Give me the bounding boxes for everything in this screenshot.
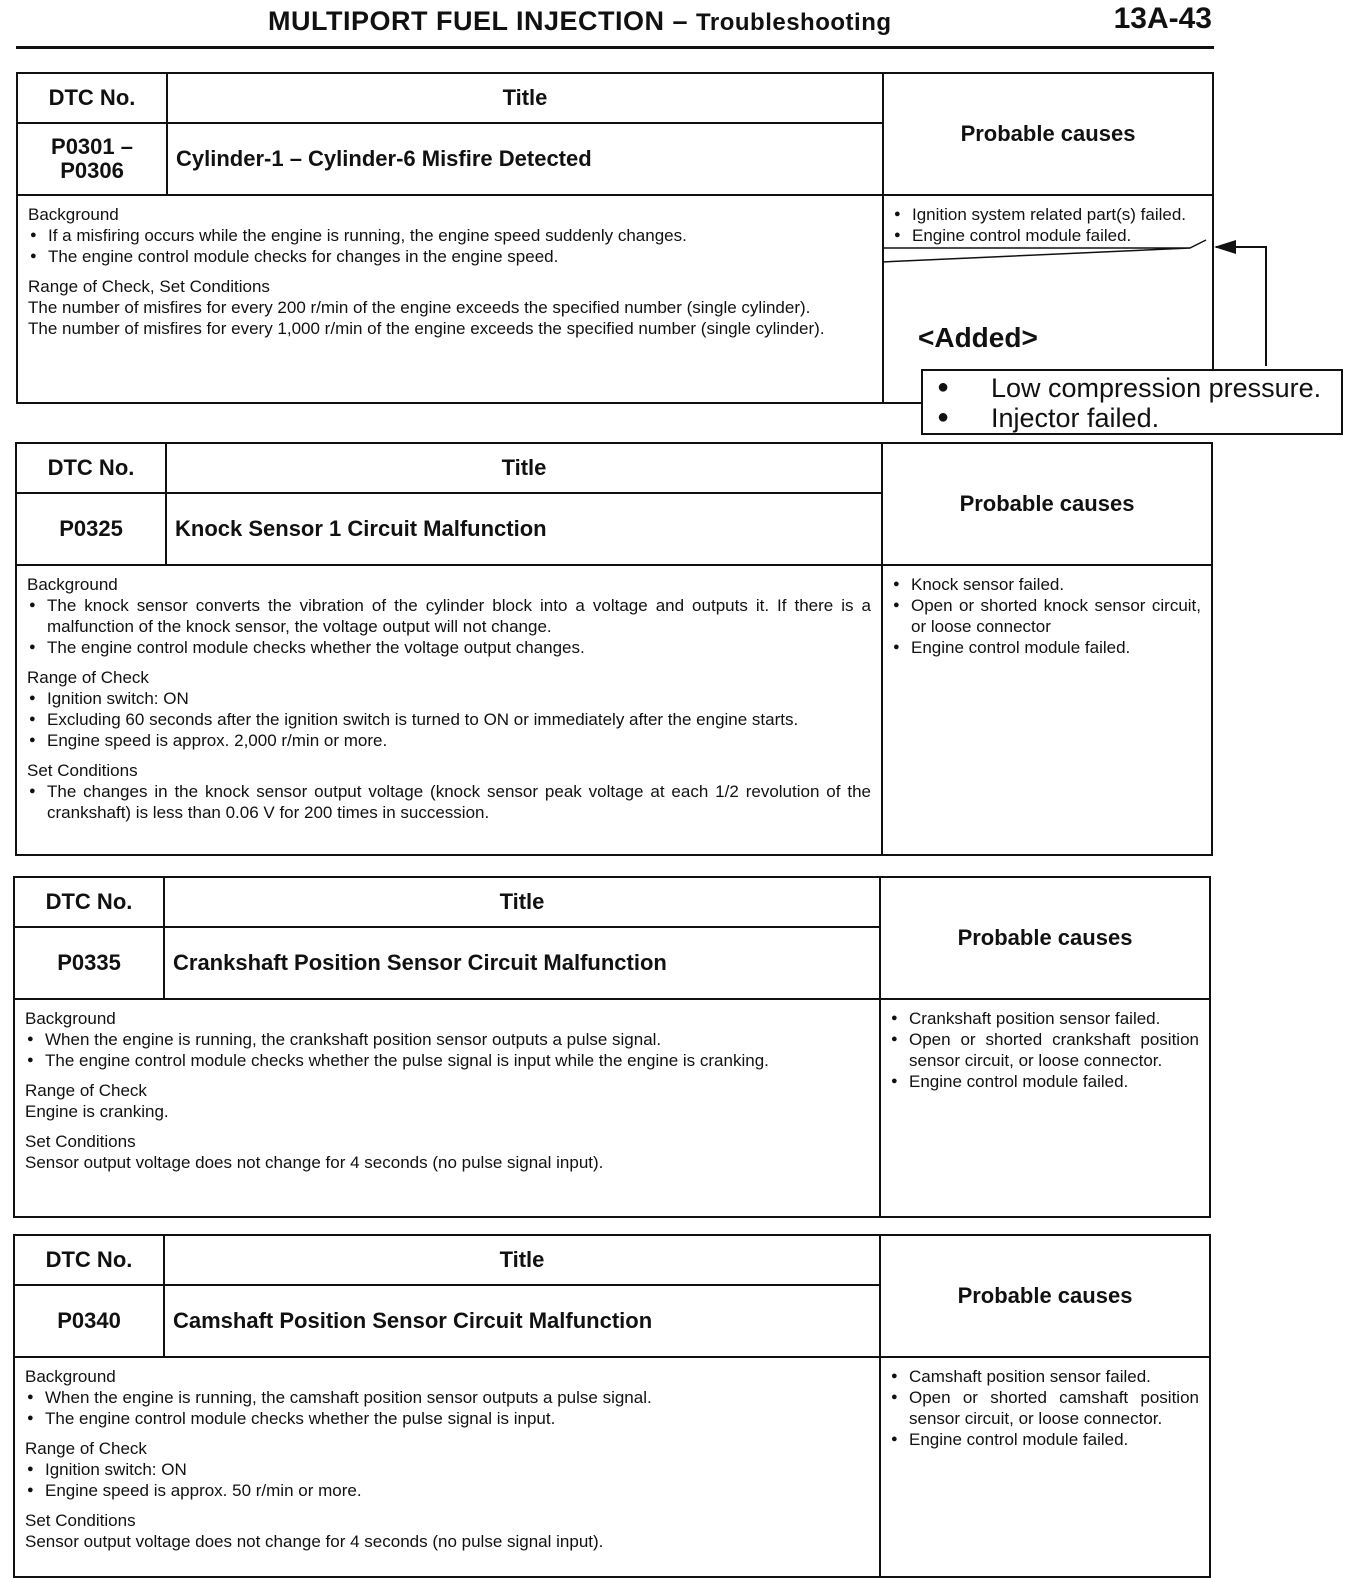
probable-causes-label: Probable causes [960, 121, 1136, 146]
page-number: 13A-43 [1113, 2, 1212, 35]
added-causes-box [921, 369, 1343, 435]
section-text: The number of misfires for every 200 r/min of the engine exceeds the specified number (single cylinder). [28, 298, 811, 317]
probable-causes-label: Probable causes [957, 925, 1133, 950]
bullet-item: ● The knock sensor converts the vibration of the cylinder block into a voltage and outputs it. If there is a malfunction of the knock sensor, the voltage output will not change. [27, 595, 871, 637]
cause-item: ● Engine control module failed. [892, 225, 1202, 246]
bullet-item: ● Excluding 60 seconds after the ignition switch is turned to ON or immediately after the engine starts. [27, 709, 871, 730]
bullet-item: ● The changes in the knock sensor output voltage (knock sensor peak voltage at each 1/2 revolution of the crankshaft) is less than 0.06 V for 200 times in succession. [27, 781, 871, 823]
section-heading: Background [28, 205, 119, 224]
section-text: Sensor output voltage does not change for 4 seconds (no pulse signal input). [25, 1153, 604, 1172]
section-text: Engine is cranking. [25, 1102, 169, 1121]
dtc-title: Knock Sensor 1 Circuit Malfunction [175, 516, 547, 541]
section-heading: Set Conditions [27, 761, 138, 780]
dtc-no-label: DTC No. [15, 878, 163, 928]
dtc-code: P0301 – P0306 [51, 134, 133, 183]
cause-item: ● Open or shorted crankshaft position sensor circuit, or loose connector. [889, 1029, 1199, 1071]
section-heading: Range of Check [25, 1081, 147, 1100]
cause-item: ● Camshaft position sensor failed. [889, 1366, 1199, 1387]
section-heading: Range of Check [27, 668, 149, 687]
bullet-item: ● The engine control module checks for changes in the engine speed. [28, 246, 872, 267]
probable-causes-label: Probable causes [957, 1283, 1133, 1308]
dtc-code: P0335 [57, 950, 121, 975]
bullet-item: ● The engine control module checks whether the voltage output changes. [27, 637, 871, 658]
bullet-item: ● The engine control module checks whether the pulse signal is input while the engine is cranking. [25, 1050, 869, 1071]
dtc-title: Crankshaft Position Sensor Circuit Malfunction [173, 950, 667, 975]
bullet-item: ● Ignition switch: ON [27, 688, 871, 709]
added-label: <Added> [918, 322, 1038, 353]
cause-item: ● Engine control module failed. [889, 1429, 1199, 1450]
bullet-item: ● Engine speed is approx. 2,000 r/min or more. [27, 730, 871, 751]
bullet-item: ● Ignition switch: ON [25, 1459, 869, 1480]
cause-item: ● Engine control module failed. [891, 637, 1201, 658]
dtc-title: Camshaft Position Sensor Circuit Malfunction [173, 1308, 653, 1333]
added-cause-item: ● Injector failed. [933, 403, 1341, 433]
bullet-item: ● When the engine is running, the crankshaft position sensor outputs a pulse signal. [25, 1029, 869, 1050]
section-text: The number of misfires for every 1,000 r/min of the engine exceeds the specified number (single cylinder). [28, 319, 825, 338]
section-heading: Set Conditions [25, 1511, 136, 1530]
cause-item: ● Engine control module failed. [889, 1071, 1199, 1092]
cause-item: ● Open or shorted camshaft position sensor circuit, or loose connector. [889, 1387, 1199, 1429]
section-heading: Background [25, 1367, 116, 1386]
section-heading: Background [27, 575, 118, 594]
title-label: Title [165, 878, 879, 928]
cause-item: ● Open or shorted knock sensor circuit, or loose connector [891, 595, 1201, 637]
cause-item: ● Crankshaft position sensor failed. [889, 1008, 1199, 1029]
dtc-no-label: DTC No. [15, 1236, 163, 1286]
cause-item: ● Ignition system related part(s) failed. [892, 204, 1202, 225]
section-text: Sensor output voltage does not change for 4 seconds (no pulse signal input). [25, 1532, 604, 1551]
dtc-no-label: DTC No. [18, 74, 166, 124]
dtc-title: Cylinder-1 – Cylinder-6 Misfire Detected [176, 146, 592, 171]
added-cause-item: ● Low compression pressure. [933, 373, 1341, 403]
probable-causes-label: Probable causes [959, 491, 1135, 516]
section-heading: Range of Check [25, 1439, 147, 1458]
page-title: MULTIPORT FUEL INJECTION – Troubleshooting [268, 6, 892, 36]
title-label: Title [168, 74, 882, 124]
title-label: Title [165, 1236, 879, 1286]
section-heading: Range of Check, Set Conditions [28, 277, 270, 296]
bullet-item: ● Engine speed is approx. 50 r/min or more. [25, 1480, 869, 1501]
cause-item: ● Knock sensor failed. [891, 574, 1201, 595]
bullet-item: ● If a misfiring occurs while the engine is running, the engine speed suddenly changes. [28, 225, 872, 246]
dtc-code: P0325 [59, 516, 123, 541]
bullet-item: ● The engine control module checks whether the pulse signal is input. [25, 1408, 869, 1429]
dtc-code: P0340 [57, 1308, 121, 1333]
section-heading: Set Conditions [25, 1132, 136, 1151]
dtc-no-label: DTC No. [17, 444, 165, 494]
bullet-item: ● When the engine is running, the camshaft position sensor outputs a pulse signal. [25, 1387, 869, 1408]
title-label: Title [167, 444, 881, 494]
section-heading: Background [25, 1009, 116, 1028]
